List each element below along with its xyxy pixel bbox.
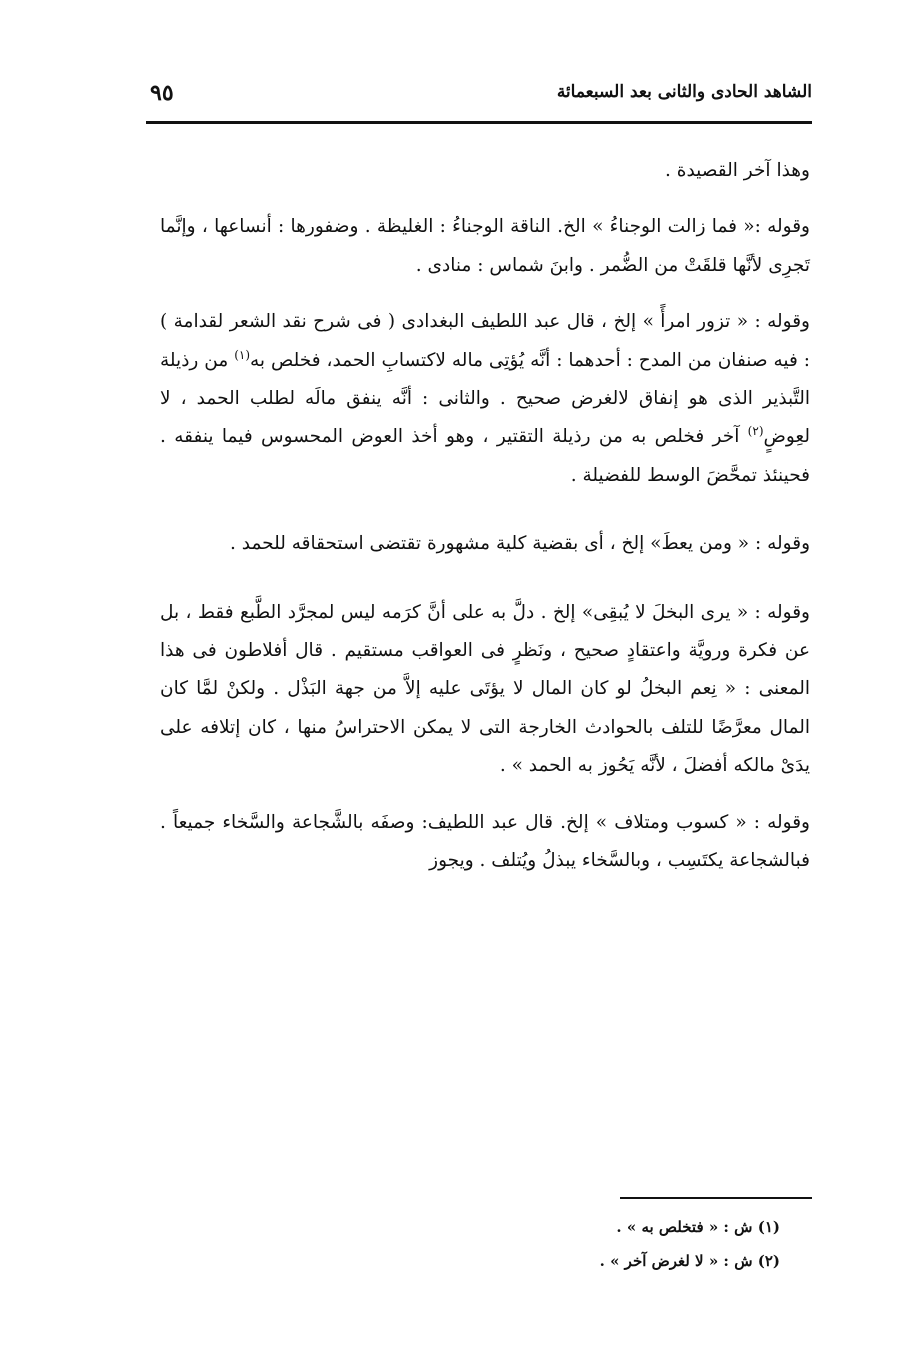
footnote-1: (١) ش : « فتخلص به » . xyxy=(616,1218,780,1236)
main-text xyxy=(160,152,810,881)
footnotes xyxy=(400,1210,780,1278)
footnote-2: (٢) ش : « لا لغرض آخر » . xyxy=(599,1252,780,1270)
paragraph-3-part-3: آخر فخلص به من رذيلة التقتير ، وهو أخذ العوض المحسوس فيما ينفقه . فحينئذ تمحَّضَ الوسط للفضيلة . xyxy=(160,426,810,486)
paragraph-6: وقوله : « كسوب ومتلاف » إلخ. قال عبد اللطيف: وصفَه بالشَّجاعة والسَّخاء جميعاً . فبالشجاعة يكتَسِب ، وبالسَّخاء يبذلُ ويُتلف . ويجوز xyxy=(160,811,810,872)
paragraph-2: وقوله :« فما زالت الوجناءُ » الخ. الناقة الوجناءُ : الغليظة . وضفورها : أنساعها ، وإنَّما تَجرِى لأنَّها قلقَتْ من الضُّمر . وابنَ شماس : منادى . xyxy=(160,216,810,276)
paragraph-3-part-2: من رذيلة التَّبذير الذى هو إنفاق لالغرض صحيح . والثانى : أنَّه ينفق مالَه لطلب الحمد ، لا لعِوضٍ xyxy=(160,349,810,448)
paragraph-3 xyxy=(160,303,810,495)
paragraph-1: وهذا آخر القصيدة . xyxy=(664,160,810,181)
footnote-rule xyxy=(620,1197,812,1199)
paragraph-3-part-1: وقوله : « تزور امرأً » إلخ ، قال عبد اللطيف البغدادى ( فى شرح نقد الشعر لقدامة ) : فيه صنفان من المدح : أحدهما : أنَّه يُؤتِى ماله لاكتسابِ الحمد، فخلص به xyxy=(160,311,810,371)
page-header xyxy=(150,82,812,116)
footnote-ref-1: (١) xyxy=(234,347,251,362)
paragraph-4: وقوله : « ومن يعطَ» إلخ ، أى بقضية كلية مشهورة تقتضى استحقاقه للحمد . xyxy=(229,533,810,555)
running-title: الشاهد الحادى والثانى بعد السبعمائة xyxy=(556,82,812,102)
footnote-ref-2: (٢) xyxy=(747,424,764,439)
paragraph-5: وقوله : « يرى البخلَ لا يُبقِى» إلخ . دلَّ به على أنَّ كرَمه ليس لمجرَّد الطَّبع فقط ، بل عن فكرة ورويَّة واعتقادٍ صحيح ، ونَظرٍ فى العواقب مستقيم . قال أفلاطون فى هذا المعنى : « نِعم البخلُ لو كان المال لا يؤتَى عليه إلاَّ من جهة البَذْل . ولكنْ لمَّا كان المال معرَّضًا للتلف بالحوادث الخارجة التى لا يمكن الاحتراسُ منها ، كان إتلافه على يدَىْ مالكه أفضلَ ، لأنَّه يَحُوز به الحمد » . xyxy=(160,601,810,777)
page-number: ٩٥ xyxy=(150,80,174,106)
header-rule xyxy=(146,121,812,124)
